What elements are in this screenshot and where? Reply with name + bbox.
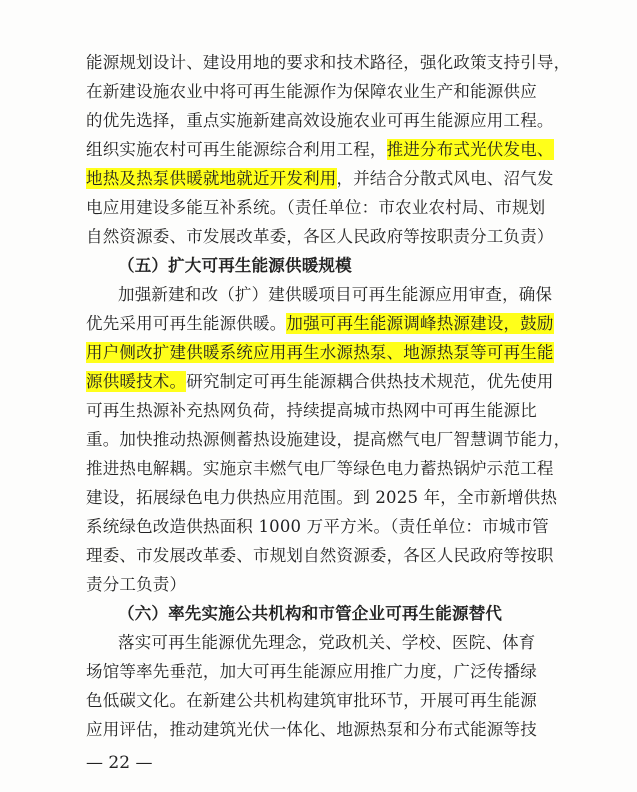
text-segment: 在新建设施农业中将可再生能源作为保障农业生产和能源供应 xyxy=(86,82,537,101)
text-line-9 xyxy=(118,284,552,306)
text-segment: 重。加快推动热源侧蓄热设施建设，提高燃气电厂智慧调节能力， xyxy=(86,430,571,449)
text-segment: 色低碳文化。在新建公共机构建筑审批环节，开展可再生能源 xyxy=(86,691,537,710)
section-heading-5 xyxy=(118,255,352,277)
highlighted-text: 加强可再生能源调峰热源建设，鼓励 xyxy=(286,314,554,333)
text-segment: 应用评估，推动建筑光伏一体化、地源热泵和分布式能源等技 xyxy=(86,720,537,739)
text-segment: 建设，拓展绿色电力供热应用范围。到 2025 年，全市新增供热 xyxy=(86,488,558,507)
text-line-6 xyxy=(86,197,545,219)
section-heading-6 xyxy=(118,603,502,625)
text-line-18 xyxy=(86,545,554,567)
text-segment: 加强新建和改（扩）建供暖项目可再生能源应用审查，确保 xyxy=(118,285,553,304)
text-segment: 推进热电解耦。实施京丰燃气电厂等绿色电力蓄热锅炉示范工程 xyxy=(86,459,554,478)
text-line-2 xyxy=(86,81,537,103)
text-segment: 可再生热源补充热网负荷，持续提高城市热网中可再生能源比 xyxy=(86,401,537,420)
text-line-22 xyxy=(86,661,537,683)
text-segment: 理委、市发展改革委、市规划自然资源委，各区人民政府等按职 xyxy=(86,546,554,565)
text-segment: 电应用建设多能互补系统。（责任单位：市农业农村局、市规划 xyxy=(86,198,546,217)
text-segment: 的优先选择，重点实施新建高效设施农业可再生能源应用工程。 xyxy=(86,111,554,130)
text-line-21 xyxy=(118,632,536,654)
text-segment: 系统绿色改造供热面积 1000 万平方米。（责任单位：市城市管 xyxy=(86,517,549,536)
text-line-16 xyxy=(86,487,557,509)
text-line-15 xyxy=(86,458,554,480)
text-line-4 xyxy=(86,139,554,161)
text-segment: 落实可再生能源优先理念，党政机关、学校、医院、体育 xyxy=(118,633,536,652)
heading-text: （五）扩大可再生能源供暖规模 xyxy=(118,256,352,275)
highlighted-text: 源供暖技术。 xyxy=(86,372,187,391)
highlighted-text: 推进分布式光伏发电、 xyxy=(386,140,554,159)
highlighted-text: 用户侧改扩建供暖系统应用再生水源热泵、地源热泵等可再生能 xyxy=(86,343,554,362)
text-line-23 xyxy=(86,690,537,712)
text-segment: ，并结合分散式风电、沼气发 xyxy=(336,169,554,188)
text-line-5 xyxy=(86,168,554,190)
text-segment: 组织实施农村可再生能源综合利用工程， xyxy=(86,140,387,159)
text-line-3 xyxy=(86,110,554,132)
text-line-13 xyxy=(86,400,537,422)
text-line-14 xyxy=(86,429,570,451)
text-segment: 优先采用可再生能源供暖。 xyxy=(86,314,287,333)
page-number: — 22 — xyxy=(86,753,153,773)
text-line-17 xyxy=(86,516,549,538)
text-line-19 xyxy=(86,574,186,596)
text-line-1 xyxy=(86,52,570,74)
text-segment: 能源规划设计、建设用地的要求和技术路径，强化政策支持引导， xyxy=(86,53,571,72)
text-segment: 自然资源委、市发展改革委，各区人民政府等按职责分工负责） xyxy=(86,227,554,246)
text-segment: 研究制定可再生能源耦合供热技术规范，优先使用 xyxy=(186,372,554,391)
highlighted-text: 地热及热泵供暖就地就近开发利用 xyxy=(86,169,337,188)
text-line-12 xyxy=(86,371,554,393)
text-segment: 场馆等率先垂范，加大可再生能源应用推广力度，广泛传播绿 xyxy=(86,662,537,681)
text-line-7 xyxy=(86,226,554,248)
text-line-11 xyxy=(86,342,554,364)
text-segment: 责分工负责） xyxy=(86,575,187,594)
text-line-10 xyxy=(86,313,554,335)
text-line-24 xyxy=(86,719,537,741)
heading-text: （六）率先实施公共机构和市管企业可再生能源替代 xyxy=(118,604,503,623)
